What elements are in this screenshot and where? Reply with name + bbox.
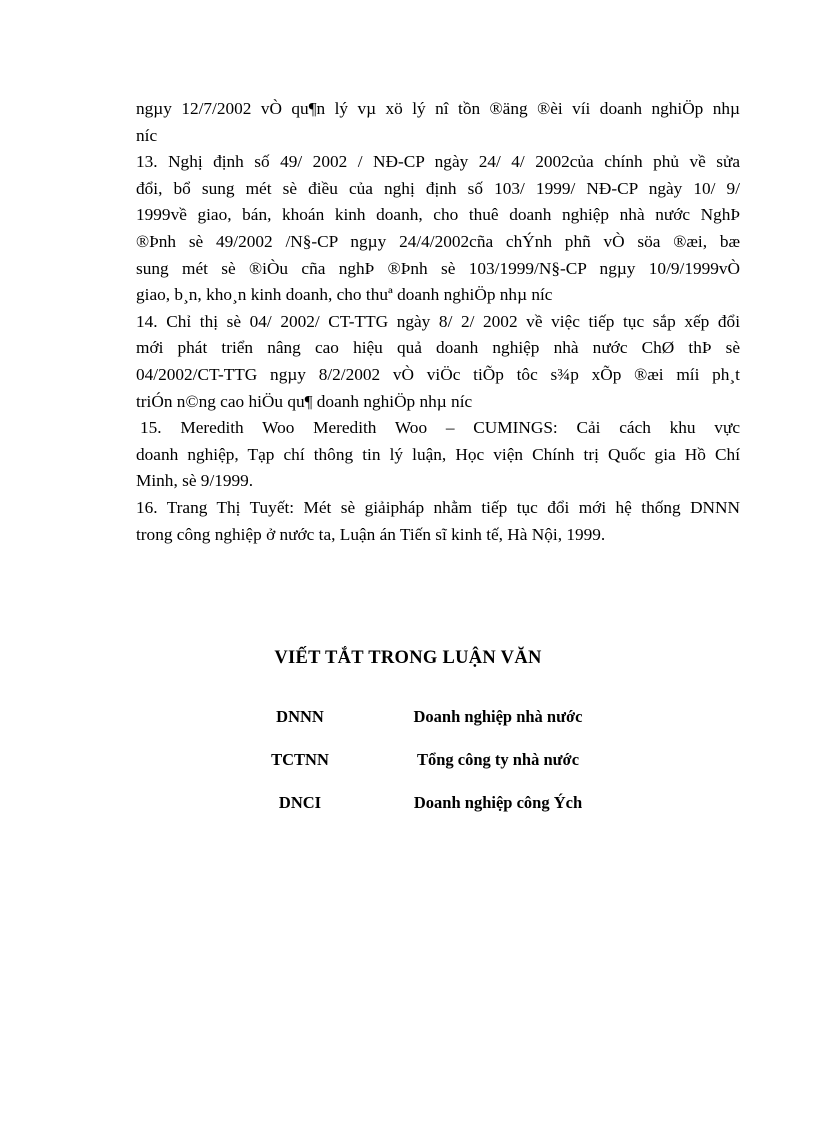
- abbreviations-table: [240, 707, 660, 836]
- reference-line: ®Þnh sè 49/2002 /N§-CP ngµy 24/4/2002cña chÝnh phñ vÒ söa ®æi, bæ: [136, 231, 740, 251]
- reference-line: mới phát triển nâng cao hiệu quả doanh nghiệp nhà nước ChØ thÞ sè: [136, 338, 740, 358]
- reference-line: giao, b¸n, kho¸n kinh doanh, cho thuª doanh nghiÖp nhµ níc: [136, 285, 553, 305]
- reference-line: Minh, sè 9/1999.: [136, 471, 254, 491]
- abbreviation-meaning: Doanh nghiệp nhà nước: [413, 707, 583, 726]
- abbreviation-meaning: Tổng công ty nhà nước: [416, 750, 580, 769]
- reference-line: níc: [136, 125, 158, 145]
- reference-line: 14. Chỉ thị sè 04/ 2002/ CT-TTG ngày 8/ 2/ 2002 về việc tiếp tục sắp xếp đổi: [136, 311, 740, 331]
- abbreviation-term: DNCI: [278, 793, 322, 812]
- abbreviation-row: [240, 750, 660, 793]
- reference-line: đổi, bổ sung mét sè điều của nghị định số 103/ 1999/ NĐ-CP ngày 10/ 9/: [136, 178, 740, 198]
- abbreviations-title: VIẾT TẮT TRONG LUẬN VĂN: [274, 648, 542, 668]
- reference-line: 16. Trang Thị Tuyết: Mét sè giảipháp nhằm tiếp tục đổi mới hệ thống DNNN: [136, 497, 740, 517]
- reference-line: sung mét sè ®iÒu cña nghÞ ®Þnh sè 103/1999/N§-CP ngµy 10/9/1999vÒ: [136, 258, 740, 278]
- abbreviation-meaning: Doanh nghiệp công Ých: [413, 793, 583, 812]
- reference-line: doanh nghiệp, Tạp chí thông tin lý luận, Học viện Chính trị Quốc gia Hồ Chí: [136, 444, 740, 464]
- abbreviation-row: [240, 793, 660, 836]
- reference-line: 13. Nghị định số 49/ 2002 / NĐ-CP ngày 24/ 4/ 2002của chính phủ về sửa: [136, 152, 740, 172]
- abbreviation-term: DNNN: [276, 707, 324, 726]
- reference-list: [136, 96, 740, 548]
- abbreviation-term: TCTNN: [271, 750, 329, 769]
- abbreviation-row: [240, 707, 660, 750]
- reference-line: ngµy 12/7/2002 vÒ qu¶n lý vµ xö lý nî tồn ®äng ®èi víi doanh nghiÖp nhµ: [136, 99, 740, 118]
- reference-line: 1999về giao, bán, khoán kinh doanh, cho thuê doanh nghiệp nhà nước NghÞ: [136, 205, 740, 225]
- reference-line: trong công nghiệp ở nước ta, Luận án Tiến sĩ kinh tế, Hà Nội, 1999.: [136, 524, 606, 544]
- reference-line: 04/2002/CT-TTG ngµy 8/2/2002 vÒ viÖc tiÕp tôc s¾p xÕp ®æi míi ph¸t: [136, 364, 740, 384]
- reference-line: 15. Meredith Woo Meredith Woo – CUMINGS: Cải cách khu vực: [140, 418, 740, 438]
- reference-line: triÓn n©ng cao hiÖu qu¶ doanh nghiÖp nhµ níc: [136, 391, 473, 411]
